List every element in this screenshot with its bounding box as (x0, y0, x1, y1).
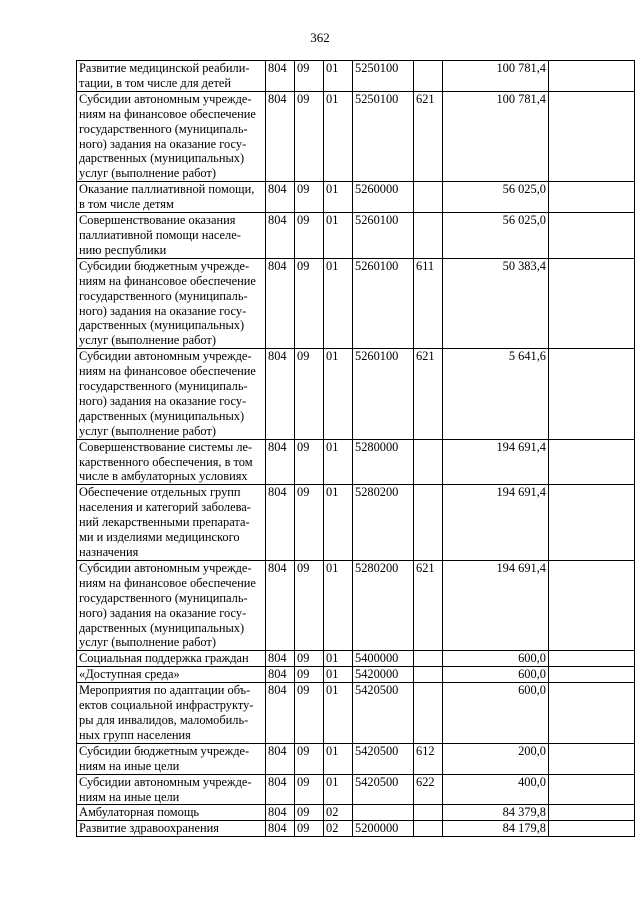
blank-cell (549, 651, 635, 667)
row-name-line: ний лекарственными препарата- (79, 515, 250, 530)
target-article-cell: 5420500 (353, 683, 414, 744)
target-article-cell: 5260100 (353, 349, 414, 439)
table-row (77, 485, 635, 561)
row-name-line: ниям на финансовое обеспечение (79, 364, 256, 379)
blank-cell (549, 213, 635, 259)
subsection-cell: 01 (324, 667, 353, 683)
blank-cell (549, 61, 635, 92)
row-name-line: Развитие медицинской реабили- (79, 61, 250, 75)
amount-cell: 600,0 (443, 667, 549, 683)
row-name-line: ниям на иные цели (79, 789, 180, 804)
expense-type-cell: 622 (414, 774, 443, 805)
row-name-line: ниям на иные цели (79, 758, 180, 773)
expense-type-cell (414, 182, 443, 213)
expense-type-cell: 621 (414, 560, 443, 650)
row-name-line: Мероприятия по адаптации объ- (79, 683, 251, 698)
section-cell: 09 (295, 651, 324, 667)
expense-type-cell (414, 439, 443, 485)
target-article-cell: 5280000 (353, 439, 414, 485)
subsection-cell: 01 (324, 560, 353, 650)
amount-cell: 100 781,4 (443, 91, 549, 181)
section-cell: 09 (295, 258, 324, 348)
expense-type-cell: 621 (414, 91, 443, 181)
budget-table (76, 60, 635, 837)
blank-cell (549, 258, 635, 348)
table-row (77, 683, 635, 744)
amount-cell: 56 025,0 (443, 213, 549, 259)
row-name-line: ниям на финансовое обеспечение (79, 273, 256, 288)
row-name-cell (77, 61, 266, 92)
amount-cell: 84 379,8 (443, 805, 549, 821)
expense-type-cell: 621 (414, 349, 443, 439)
amount-cell: 194 691,4 (443, 560, 549, 650)
subsection-cell: 01 (324, 439, 353, 485)
row-name-line: государственного (муниципаль- (79, 379, 248, 394)
ministry-code-cell: 804 (266, 821, 295, 837)
subsection-cell: 01 (324, 61, 353, 92)
row-name-line: ного) задания на оказание госу- (79, 303, 247, 318)
row-name-cell (77, 743, 266, 774)
row-name-cell (77, 182, 266, 213)
row-name-line: услуг (выполнение работ) (79, 635, 216, 650)
blank-cell (549, 667, 635, 683)
ministry-code-cell: 804 (266, 774, 295, 805)
expense-type-cell (414, 651, 443, 667)
blank-cell (549, 774, 635, 805)
row-name-line: ми и изделиями медицинского (79, 530, 240, 545)
row-name-line: Социальная поддержка граждан (79, 651, 249, 666)
row-name-line: ниям на финансовое обеспечение (79, 106, 256, 121)
subsection-cell: 01 (324, 213, 353, 259)
row-name-line: Амбулаторная помощь (79, 805, 200, 820)
target-article-cell: 5400000 (353, 651, 414, 667)
row-name-cell (77, 805, 266, 821)
table-row (77, 774, 635, 805)
target-article-cell: 5420500 (353, 743, 414, 774)
row-name-line: Совершенствование оказания (79, 213, 236, 228)
row-name-line: дарственных (муниципальных) (79, 620, 245, 635)
subsection-cell: 01 (324, 683, 353, 744)
section-cell: 09 (295, 182, 324, 213)
row-name-cell (77, 821, 266, 837)
row-name-line: населения и категорий заболева- (79, 500, 251, 515)
target-article-cell: 5260100 (353, 213, 414, 259)
row-name-line: услуг (выполнение работ) (79, 166, 216, 181)
table-row (77, 91, 635, 181)
target-article-cell: 5260100 (353, 258, 414, 348)
target-article-cell: 5260000 (353, 182, 414, 213)
section-cell: 09 (295, 743, 324, 774)
blank-cell (549, 821, 635, 837)
table-row (77, 651, 635, 667)
row-name-cell (77, 774, 266, 805)
amount-cell: 56 025,0 (443, 182, 549, 213)
ministry-code-cell: 804 (266, 651, 295, 667)
row-name-line: числе в амбулаторных условиях (79, 469, 248, 484)
row-name-line: карственного обеспечения, в том (79, 454, 253, 469)
row-name-line: тации, в том числе для детей (79, 75, 232, 90)
table-row (77, 439, 635, 485)
target-article-cell (353, 805, 414, 821)
amount-cell: 84 179,8 (443, 821, 549, 837)
row-name-cell (77, 667, 266, 683)
blank-cell (549, 182, 635, 213)
row-name-line: дарственных (муниципальных) (79, 408, 245, 423)
table-row (77, 560, 635, 650)
section-cell: 09 (295, 821, 324, 837)
section-cell: 09 (295, 349, 324, 439)
row-name-line: государственного (муниципаль- (79, 121, 248, 136)
section-cell: 09 (295, 61, 324, 92)
table-row (77, 213, 635, 259)
row-name-line: Субсидии автономным учрежде- (79, 91, 252, 106)
row-name-cell (77, 439, 266, 485)
subsection-cell: 01 (324, 91, 353, 181)
ministry-code-cell: 804 (266, 560, 295, 650)
section-cell: 09 (295, 213, 324, 259)
blank-cell (549, 743, 635, 774)
blank-cell (549, 349, 635, 439)
ministry-code-cell: 804 (266, 485, 295, 561)
subsection-cell: 01 (324, 182, 353, 213)
target-article-cell: 5280200 (353, 485, 414, 561)
row-name-line: назначения (79, 545, 139, 559)
amount-cell: 5 641,6 (443, 349, 549, 439)
subsection-cell: 01 (324, 258, 353, 348)
target-article-cell: 5250100 (353, 61, 414, 92)
ministry-code-cell: 804 (266, 213, 295, 259)
target-article-cell: 5250100 (353, 91, 414, 181)
table-row (77, 667, 635, 683)
row-name-line: Субсидии автономным учрежде- (79, 349, 252, 364)
row-name-line: дарственных (муниципальных) (79, 151, 245, 166)
row-name-cell (77, 485, 266, 561)
blank-cell (549, 439, 635, 485)
table-row (77, 743, 635, 774)
amount-cell: 50 383,4 (443, 258, 549, 348)
table-row (77, 258, 635, 348)
row-name-line: ры для инвалидов, маломобиль- (79, 712, 249, 727)
table-row (77, 821, 635, 837)
expense-type-cell (414, 485, 443, 561)
target-article-cell: 5420500 (353, 774, 414, 805)
ministry-code-cell: 804 (266, 667, 295, 683)
amount-cell: 600,0 (443, 683, 549, 744)
row-name-line: ного) задания на оказание госу- (79, 605, 247, 620)
blank-cell (549, 560, 635, 650)
ministry-code-cell: 804 (266, 258, 295, 348)
expense-type-cell: 611 (414, 258, 443, 348)
subsection-cell: 01 (324, 774, 353, 805)
amount-cell: 100 781,4 (443, 61, 549, 92)
row-name-line: Развитие здравоохранения (79, 821, 219, 836)
ministry-code-cell: 804 (266, 439, 295, 485)
row-name-cell (77, 651, 266, 667)
ministry-code-cell: 804 (266, 61, 295, 92)
row-name-line: нию республики (79, 242, 167, 257)
ministry-code-cell: 804 (266, 743, 295, 774)
row-name-line: услуг (выполнение работ) (79, 423, 216, 438)
expense-type-cell (414, 805, 443, 821)
expense-type-cell (414, 667, 443, 683)
subsection-cell: 01 (324, 485, 353, 561)
ministry-code-cell: 804 (266, 349, 295, 439)
table-row (77, 61, 635, 92)
row-name-line: Оказание паллиативной помощи, (79, 182, 255, 197)
row-name-line: ных групп населения (79, 727, 191, 742)
row-name-line: Субсидии бюджетным учрежде- (79, 258, 250, 273)
row-name-line: Совершенствование системы ле- (79, 439, 253, 454)
expense-type-cell (414, 61, 443, 92)
row-name-line: ного) задания на оказание госу- (79, 393, 247, 408)
row-name-line: Субсидии автономным учрежде- (79, 560, 252, 575)
target-article-cell: 5200000 (353, 821, 414, 837)
table-row (77, 182, 635, 213)
row-name-line: в том числе детям (79, 197, 174, 212)
row-name-line: ектов социальной инфраструкту- (79, 698, 254, 713)
row-name-cell (77, 213, 266, 259)
blank-cell (549, 485, 635, 561)
row-name-line: Обеспечение отдельных групп (79, 485, 241, 500)
page-number: 362 (310, 30, 330, 45)
subsection-cell: 01 (324, 651, 353, 667)
ministry-code-cell: 804 (266, 805, 295, 821)
row-name-cell (77, 349, 266, 439)
amount-cell: 194 691,4 (443, 485, 549, 561)
section-cell: 09 (295, 560, 324, 650)
row-name-line: «Доступная среда» (79, 667, 180, 682)
target-article-cell: 5280200 (353, 560, 414, 650)
blank-cell (549, 683, 635, 744)
section-cell: 09 (295, 91, 324, 181)
section-cell: 09 (295, 774, 324, 805)
amount-cell: 200,0 (443, 743, 549, 774)
subsection-cell: 02 (324, 805, 353, 821)
amount-cell: 194 691,4 (443, 439, 549, 485)
blank-cell (549, 805, 635, 821)
table-row (77, 805, 635, 821)
amount-cell: 400,0 (443, 774, 549, 805)
row-name-cell (77, 560, 266, 650)
subsection-cell: 01 (324, 743, 353, 774)
expense-type-cell (414, 821, 443, 837)
target-article-cell: 5420000 (353, 667, 414, 683)
row-name-line: паллиативной помощи населе- (79, 227, 241, 242)
amount-cell: 600,0 (443, 651, 549, 667)
row-name-line: дарственных (муниципальных) (79, 318, 245, 333)
row-name-cell (77, 683, 266, 744)
subsection-cell: 02 (324, 821, 353, 837)
row-name-line: ного) задания на оказание госу- (79, 136, 247, 151)
budget-table-body (77, 61, 635, 837)
section-cell: 09 (295, 805, 324, 821)
row-name-line: государственного (муниципаль- (79, 288, 248, 303)
ministry-code-cell: 804 (266, 683, 295, 744)
expense-type-cell: 612 (414, 743, 443, 774)
expense-type-cell (414, 683, 443, 744)
row-name-line: ниям на финансовое обеспечение (79, 575, 256, 590)
ministry-code-cell: 804 (266, 182, 295, 213)
row-name-line: государственного (муниципаль- (79, 590, 248, 605)
row-name-line: Субсидии автономным учрежде- (79, 774, 252, 789)
expense-type-cell (414, 213, 443, 259)
ministry-code-cell: 804 (266, 91, 295, 181)
section-cell: 09 (295, 439, 324, 485)
row-name-line: Субсидии бюджетным учрежде- (79, 743, 250, 758)
row-name-line: услуг (выполнение работ) (79, 333, 216, 348)
row-name-cell (77, 258, 266, 348)
table-row (77, 349, 635, 439)
section-cell: 09 (295, 667, 324, 683)
blank-cell (549, 91, 635, 181)
row-name-cell (77, 91, 266, 181)
subsection-cell: 01 (324, 349, 353, 439)
section-cell: 09 (295, 485, 324, 561)
section-cell: 09 (295, 683, 324, 744)
